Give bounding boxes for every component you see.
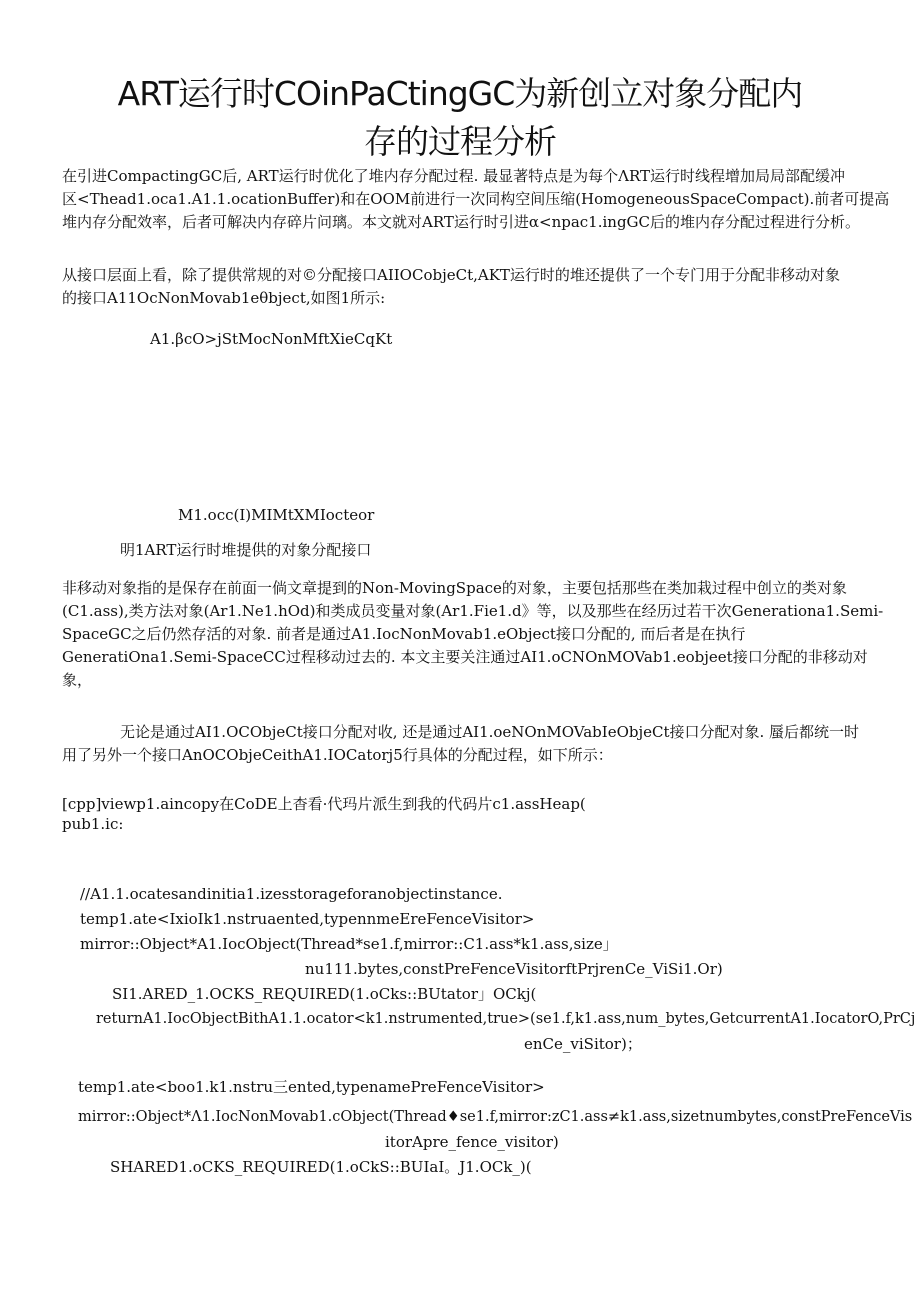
text-line: 无论是通过AI1.OCObjeCt接口分配对收, 还是通过AI1.oeNOnMOVabIeObjeCt接口分配对象. 蜃后都统一时 bbox=[120, 723, 860, 741]
code-line: SI1.ARED_1.OCKS_REQUIRED(1.oCks::BUtator」OCkj( bbox=[112, 985, 537, 1003]
text-line: 用了另外一个接口AnOCObjeCeithA1.IOCatorj5行具体的分配过程，如下所示： bbox=[62, 746, 613, 764]
code-line: temp1.ate<IxioIk1.nstruaented,typennmeEreFenceVisitor> bbox=[80, 910, 535, 928]
code-line: mirror::Object*Λ1.IocNonMovab1.cObject(Thread♦se1.f,mirror:zC1.ass≠k1.ass,sizetnumbytes,constPreFenceVis bbox=[78, 1109, 913, 1125]
figure-label-bottom: M1.occ(I)MIMtXMIocteor bbox=[178, 506, 375, 524]
text-line: 堆内存分配效率，后者可解决内存碎片问璃。本文就对ART运行时引进α<npac1.ingGC后的堆内存分配过程进行分析。 bbox=[62, 213, 861, 231]
title-line-2: 存的过程分析 bbox=[364, 122, 556, 161]
cpp-header bbox=[62, 794, 862, 834]
text-line: 在引进CompactingGC后, ART运行时优化了堆内存分配过程. 最显著特点是为每个ΛRT运行时线程增加局局部配缓冲 bbox=[62, 167, 846, 185]
code-line: temp1.ate<boo1.k1.nstru三ented,typenamePreFenceVisitor> bbox=[78, 1078, 545, 1096]
code-toolbar-line: [cpp]viewp1.aincopy在CoDE上杳看·代玛片派生到我的代码片c1.assHeap( bbox=[62, 795, 586, 813]
code-line: mirror::Object*A1.IocObject(Thread*se1.f,mirror::C1.ass*k1.ass,size」 bbox=[80, 935, 618, 953]
figure-label-top: A1.βcO>jStMocNonMftXieCqKt bbox=[150, 330, 393, 348]
code-line: nu111.bytes,constPreFenceVisitorftPrjrenCe_ViSi1.Or) bbox=[305, 960, 723, 978]
text-line: 的接口A11OcNonMovab1eθbject,如图1所示: bbox=[62, 289, 386, 307]
text-line: 区<Thead1.oca1.A1.1.ocationBuffer)和在OOM前进行一次同构空间压缩(HomogeneousSpaceCompact).前者可提高 bbox=[62, 190, 890, 208]
code-toolbar-line: pub1.ic: bbox=[62, 815, 124, 833]
document-title bbox=[60, 70, 860, 166]
nonmoving-paragraph bbox=[62, 577, 884, 692]
code-line: enCe_viSitor)； bbox=[524, 1035, 642, 1053]
code-line: itorApre_fence_visitor) bbox=[385, 1133, 559, 1151]
code-line: returnA1.IocObjectBithA1.1.ocator<k1.nstrumented,true>(se1.f,k1.ass,num_bytes,GetcurrentA1.IocatorO,PrCj bbox=[96, 1011, 916, 1027]
text-line: 从接口层面上看，除了提供常规的对©分配接口AIIOCobjeCt,AKT运行时的堆还提供了一个专门用于分配非移动对象 bbox=[62, 266, 840, 284]
text-line: GeneratiOna1.Semi-SpaceCC过程移动过去的. 本文主要关注通过AI1.oCNOnMOVab1.eobjeet接口分配的非移动对 bbox=[62, 648, 868, 666]
code-line: SHARED1.oCKS_REQUIRED(1.oCkS::BUIaI。J1.OCk_)( bbox=[110, 1158, 532, 1176]
title-line-1: ART运行时COinPaCtingGC为新创立对象分配内 bbox=[117, 74, 803, 113]
interfaces-paragraph bbox=[62, 264, 862, 310]
text-line: SpaceGC之后仍然存活的对象. 前者是通过A1.IocNonMovab1.eObject接口分配的, 而后者是在执行 bbox=[62, 625, 746, 643]
intro-paragraph bbox=[62, 165, 890, 234]
text-line: 非移动对象指的是保存在前面一倘文章提到的Non-MovingSpace的对象，主要包括那些在类加栽过程中创立的类对象 bbox=[62, 579, 847, 597]
figure-caption: 明1ART运行时堆提供的对象分配接口 bbox=[120, 541, 372, 559]
code-comment: //A1.1.ocatesandinitia1.izesstorageforanobjectinstance. bbox=[80, 885, 503, 903]
text-line: (C1.ass),类方法对象(Ar1.Ne1.hOd)和类成员变量对象(Ar1.Fie1.d》等，以及那些在经历过若干次Generationa1.Semi- bbox=[62, 602, 884, 620]
text-line: 象， bbox=[62, 671, 93, 689]
either-paragraph bbox=[62, 721, 862, 767]
